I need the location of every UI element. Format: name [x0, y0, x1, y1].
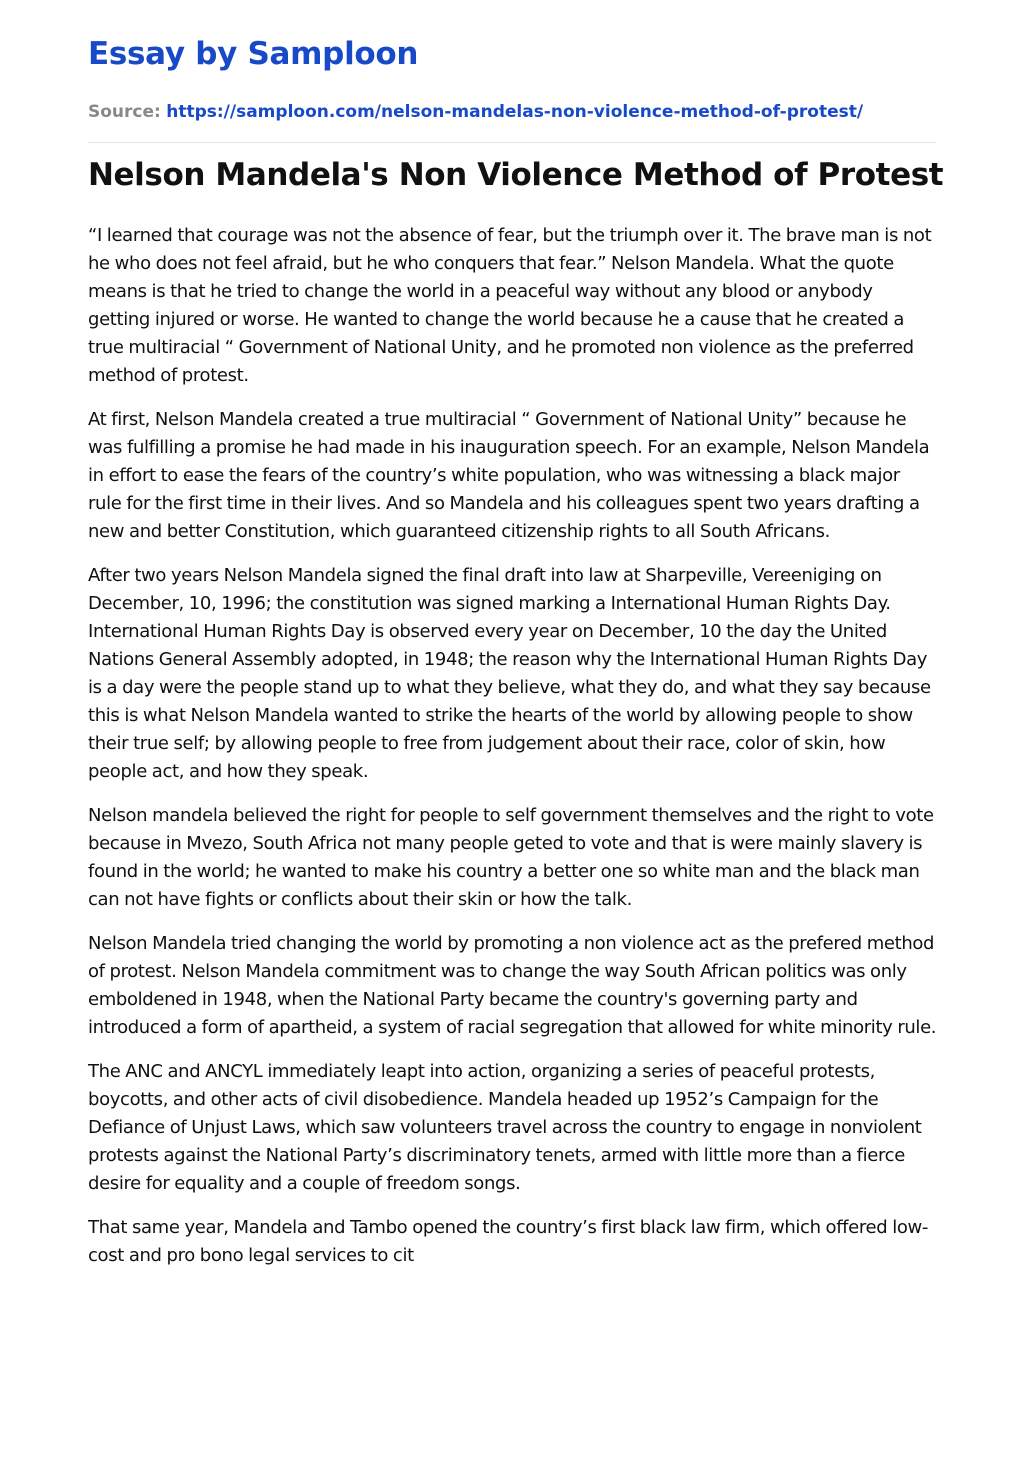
essay-paragraph: At first, Nelson Mandela created a true multiracial “ Government of National Unity” because he was fulfilling a promise he had made in his inauguration speech. For an example, Nelson Mandela in effort to ease the fears of the country’s white population, who was witnessing a black major rule for the first time in their lives. And so Mandela and his colleagues spent two years drafting a new and better Constitution, which guaranteed citizenship rights to all South Africans.: [88, 409, 930, 542]
source-link[interactable]: https://samploon.com/nelson-mandelas-non-violence-method-of-protest/: [166, 102, 864, 122]
source-label: Source:: [88, 102, 161, 122]
essay-paragraph: Nelson Mandela tried changing the world by promoting a non violence act as the prefered method of protest. Nelson Mandela commitment was to change the way South African politics was only emboldened in 1948, when the National Party became the country's governing party and introduced a form of apartheid, a system of racial segregation that allowed for white minority rule.: [88, 933, 937, 1038]
header-divider: [88, 142, 936, 143]
essay-paragraph: After two years Nelson Mandela signed the final draft into law at Sharpeville, Vereeniging on December, 10, 1996; the constitution was signed marking a International Human Rights Day. International Human Rights Day is observed every year on December, 10 the day the United Nations General Assembly adopted, in 1948; the reason why the International Human Rights Day is a day were the people stand up to what they believe, what they do, and what they say because this is what Nelson Mandela wanted to strike the hearts of the world by allowing people to show their true self; by allowing people to free from judgement about their race, color of skin, how people act, and how they speak.: [88, 565, 931, 782]
essay-paragraph: Nelson mandela believed the right for people to self government themselves and the right to vote because in Mvezo, South Africa not many people geted to vote and that is were mainly slavery is found in the world; he wanted to make his country a better one so white man and the black man can not have fights or conflicts about their skin or how the talk.: [88, 805, 934, 910]
essay-paragraph: That same year, Mandela and Tambo opened the country’s first black law firm, which offered low-cost and pro bono legal services to cit: [88, 1217, 929, 1266]
source-line: [88, 102, 863, 122]
essay-title: Nelson Mandela's Non Violence Method of Protest: [88, 157, 944, 193]
essay-paragraph: “I learned that courage was not the absence of fear, but the triumph over it. The brave man is not he who does not feel afraid, but he who conquers that fear.” Nelson Mandela. What the quote means is that he tried to change the world in a peaceful way without any blood or anybody getting injured or worse. He wanted to change the world because he a cause that he created a true multiracial “ Government of National Unity, and he promoted non violence as the preferred method of protest.: [88, 225, 932, 386]
essay-paragraph: The ANC and ANCYL immediately leapt into action, organizing a series of peaceful protests, boycotts, and other acts of civil disobedience. Mandela headed up 1952’s Campaign for the Defiance of Unjust Laws, which saw volunteers travel across the country to engage in nonviolent protests against the National Party’s discriminatory tenets, armed with little more than a fierce desire for equality and a couple of freedom songs.: [88, 1061, 922, 1194]
essay-body: [88, 222, 938, 1286]
brand-title: Essay by Samploon: [88, 36, 419, 72]
